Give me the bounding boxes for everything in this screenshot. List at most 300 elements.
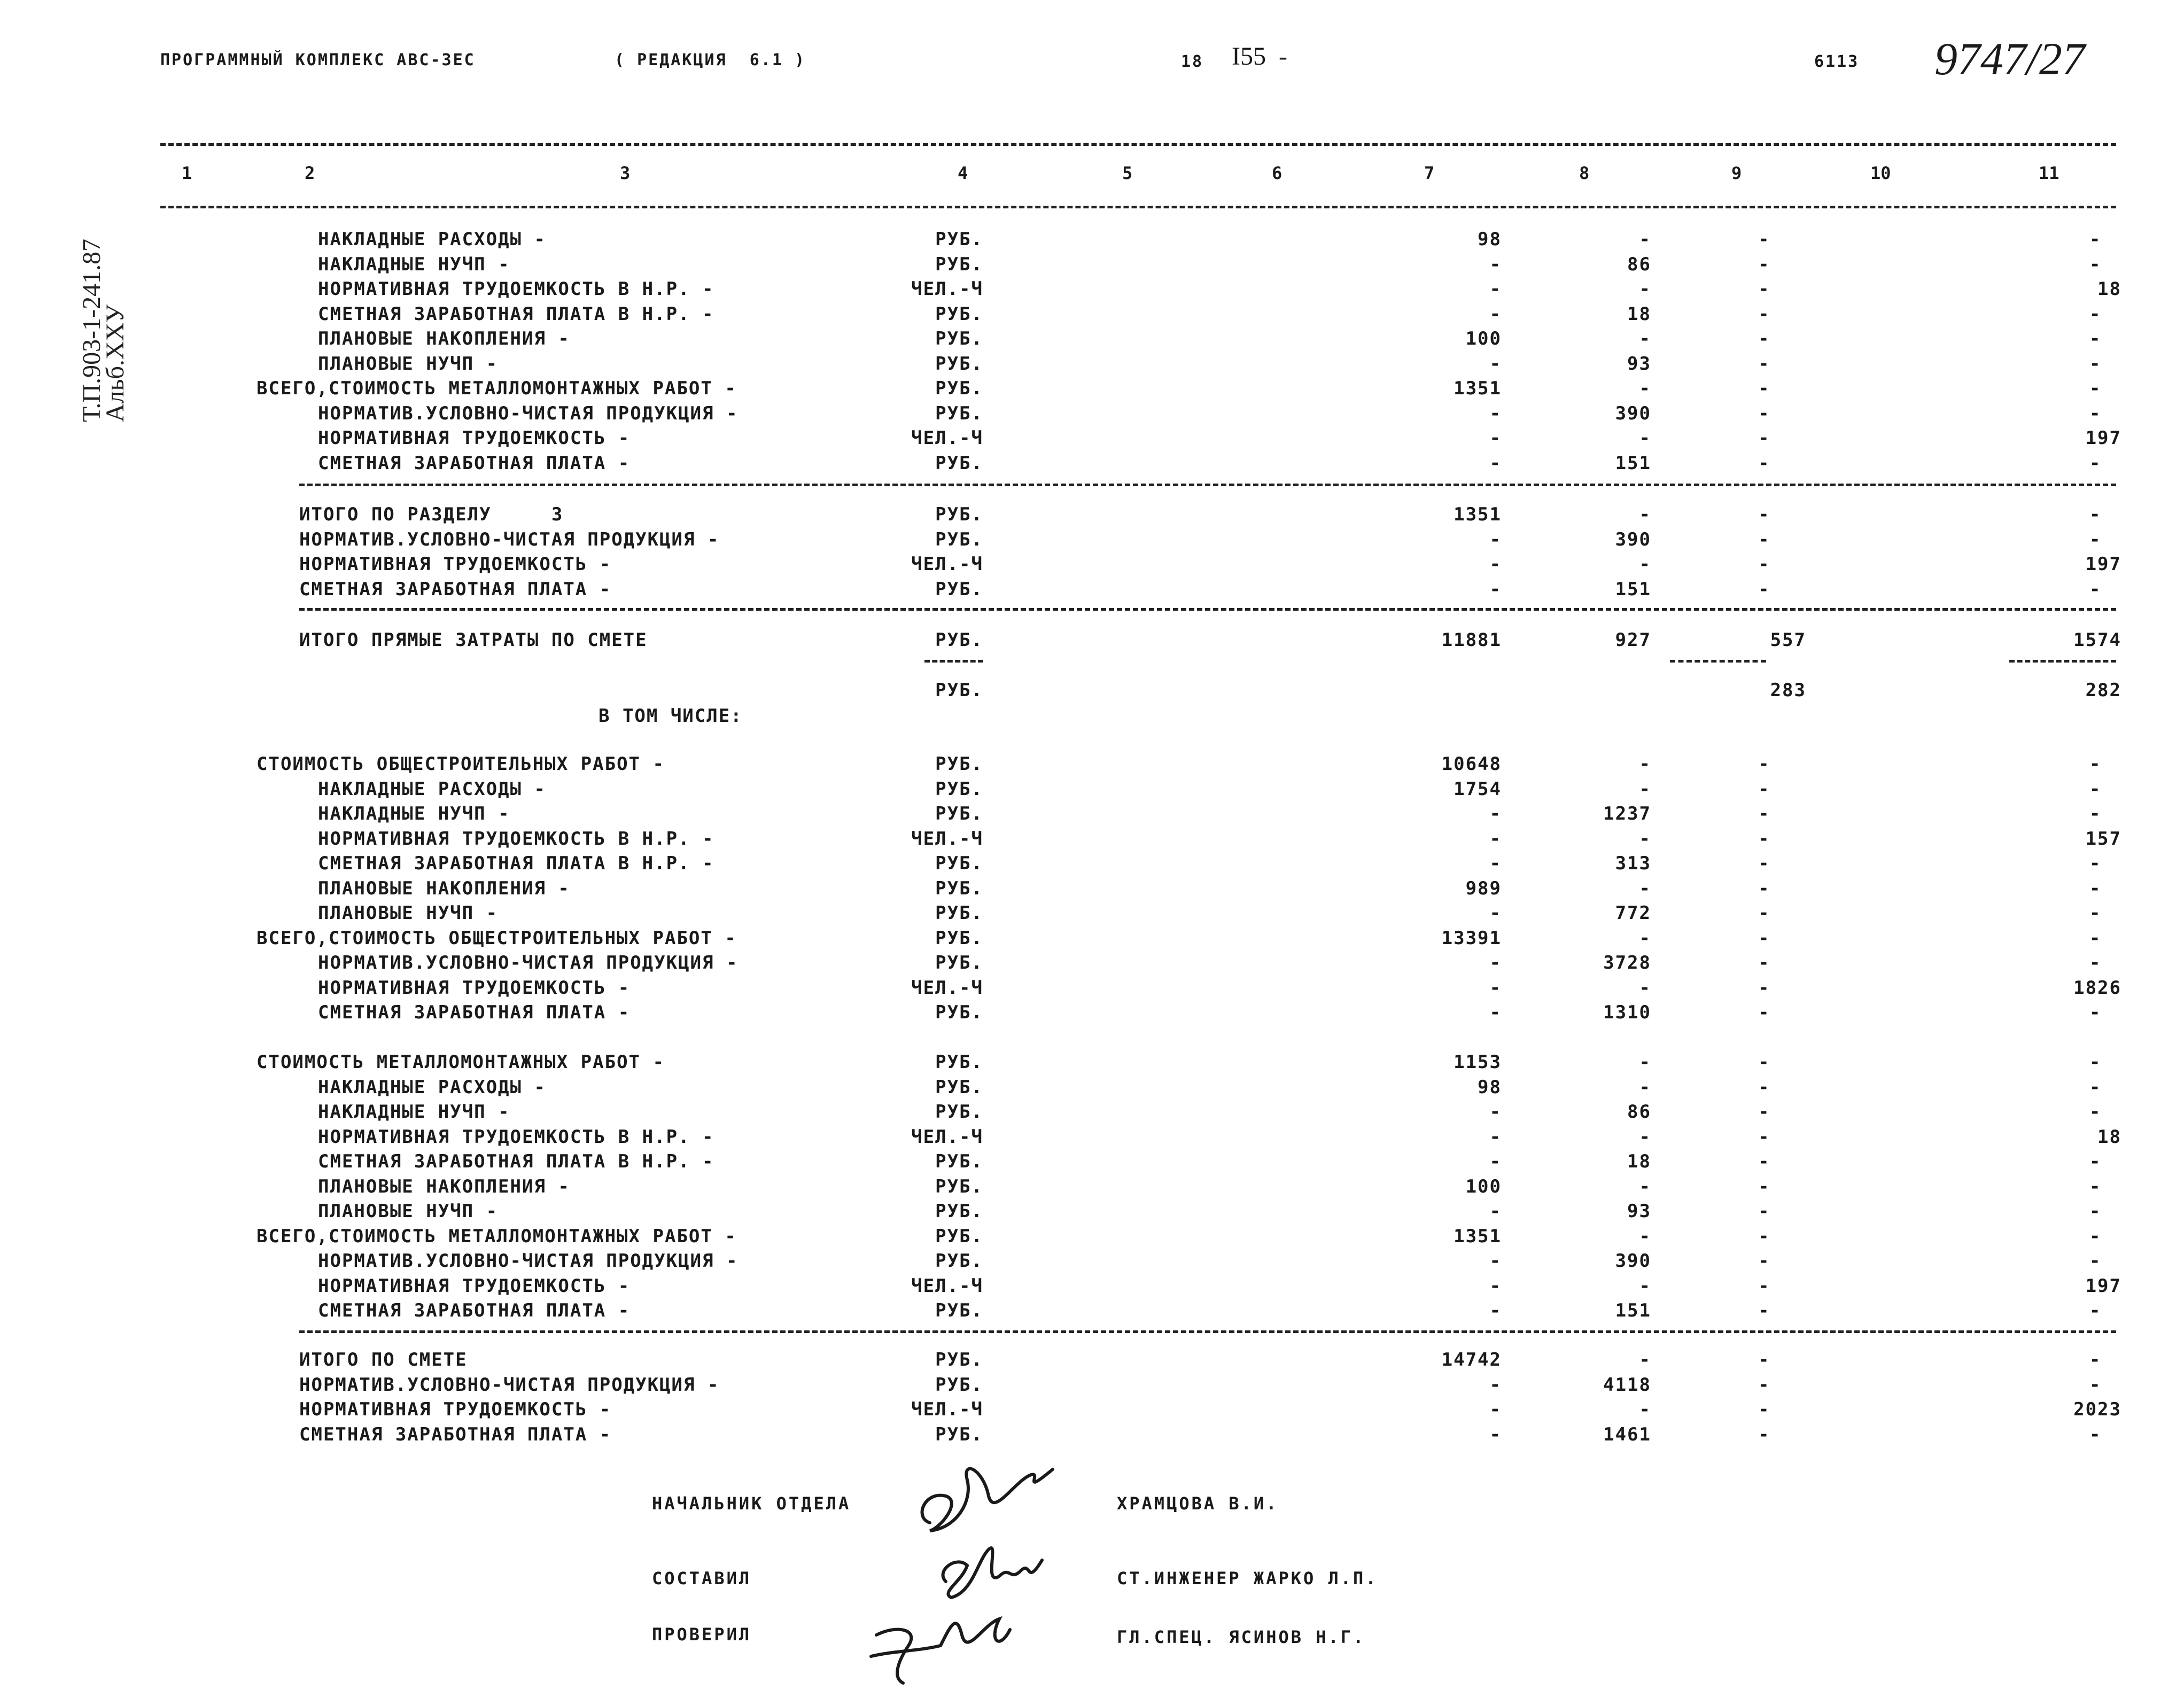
- table-row: [0, 853, 2184, 877]
- cell-col-8: -: [1639, 1051, 1651, 1073]
- cell-col-9: -: [1758, 303, 1770, 325]
- cell-col-7: -: [1489, 1275, 1502, 1297]
- table-row: [0, 977, 2184, 1002]
- cell-col-11: -: [2089, 1151, 2102, 1172]
- cell-col-11: -: [2089, 328, 2102, 349]
- cell-col-11: 197: [2085, 1275, 2121, 1297]
- cell-col-9: -: [1758, 1399, 1770, 1420]
- table-row: [0, 878, 2184, 902]
- cell-col-9: -: [1758, 928, 1770, 949]
- cell-col-8: -: [1639, 504, 1651, 525]
- cell-col-7: 989: [1465, 878, 1502, 899]
- cell-col-8: 927: [1615, 629, 1651, 651]
- signature-role: ПРОВЕРИЛ: [652, 1624, 752, 1645]
- table-row: [0, 504, 2184, 528]
- cell-col-11: -: [2089, 928, 2102, 949]
- cell-col-9: -: [1758, 1002, 1770, 1023]
- signature-role: СОСТАВИЛ: [652, 1568, 752, 1588]
- table-row: [0, 328, 2184, 353]
- cell-col-8: 18: [1627, 1151, 1651, 1172]
- table-rule-section: [299, 484, 2116, 486]
- cell-col-9: -: [1758, 902, 1770, 924]
- signature-role: НАЧАЛЬНИК ОТДЕЛА: [652, 1493, 851, 1514]
- cell-col-11: 197: [2085, 427, 2121, 449]
- cell-col-8: -: [1639, 828, 1651, 850]
- row-unit: РУБ.: [935, 1374, 983, 1396]
- cell-col-7: -: [1489, 278, 1502, 300]
- cell-col-8: 151: [1615, 453, 1651, 474]
- cell-col-9: -: [1758, 1126, 1770, 1148]
- cell-col-8: 151: [1615, 1300, 1651, 1321]
- doc-code: 6113: [1814, 52, 1860, 71]
- cell-col-11: -: [2089, 403, 2102, 424]
- cell-col-8: 1461: [1603, 1424, 1651, 1445]
- table-row: [0, 629, 2184, 654]
- row-unit: ЧЕЛ.-Ч: [911, 554, 983, 575]
- cell-col-7: 1754: [1454, 778, 1502, 800]
- column-header: 5: [1122, 163, 1133, 183]
- cell-col-9: -: [1758, 1424, 1770, 1445]
- row-unit: ЧЕЛ.-Ч: [911, 1275, 983, 1297]
- row-unit: РУБ.: [935, 878, 983, 899]
- cell-col-7: -: [1489, 803, 1502, 824]
- cell-col-7: -: [1489, 1250, 1502, 1272]
- cell-col-7: -: [1489, 303, 1502, 325]
- row-label: НАКЛАДНЫЕ РАСХОДЫ -: [318, 1077, 546, 1098]
- program-title: ПРОГРАММНЫЙ КОМПЛЕКС АВС-3ЕС: [160, 51, 476, 69]
- row-unit: ЧЕЛ.-Ч: [911, 977, 983, 999]
- table-row: [0, 1226, 2184, 1250]
- table-row: [0, 803, 2184, 828]
- cell-col-8: -: [1639, 778, 1651, 800]
- row-unit: РУБ.: [935, 1051, 983, 1073]
- row-unit: РУБ.: [935, 378, 983, 399]
- table-row: [0, 1051, 2184, 1076]
- cell-col-11: -: [2089, 1424, 2102, 1445]
- cell-col-11: -: [2089, 1077, 2102, 1098]
- cell-col-11: 282: [2085, 680, 2121, 701]
- row-unit: ЧЕЛ.-Ч: [911, 278, 983, 300]
- row-label: НОРМАТИВНАЯ ТРУДОЕМКОСТЬ -: [299, 554, 612, 575]
- cell-col-11: -: [2089, 952, 2102, 973]
- row-unit: РУБ.: [935, 1250, 983, 1272]
- side-note-line: Т.П.903-1-241.87: [77, 238, 106, 422]
- row-label: НАКЛАДНЫЕ НУЧП -: [318, 254, 510, 275]
- cell-col-11: -: [2089, 529, 2102, 550]
- cell-col-11: -: [2089, 1176, 2102, 1197]
- cell-col-8: -: [1639, 1077, 1651, 1098]
- cell-col-7: -: [1489, 1002, 1502, 1023]
- cell-col-8: -: [1639, 1126, 1651, 1148]
- cell-col-9: -: [1758, 378, 1770, 399]
- cell-col-9: -: [1758, 554, 1770, 575]
- table-row: [0, 229, 2184, 253]
- row-unit: РУБ.: [935, 753, 983, 775]
- cell-col-8: 390: [1615, 529, 1651, 550]
- table-row: [0, 902, 2184, 927]
- cell-col-11: 157: [2085, 828, 2121, 850]
- cell-col-9: -: [1758, 1077, 1770, 1098]
- table-row: [0, 1424, 2184, 1448]
- row-label: ИТОГО ПО РАЗДЕЛУ 3: [299, 504, 564, 525]
- table-row: [0, 1399, 2184, 1423]
- cell-col-7: -: [1489, 1374, 1502, 1396]
- cell-col-9: -: [1758, 504, 1770, 525]
- cell-col-9: -: [1758, 1349, 1770, 1370]
- row-label: СТОИМОСТЬ ОБЩЕСТРОИТЕЛЬНЫХ РАБОТ -: [257, 753, 665, 775]
- row-label: НОРМАТИВНАЯ ТРУДОЕМКОСТЬ -: [318, 977, 631, 999]
- table-row: [0, 403, 2184, 427]
- cell-col-9: -: [1758, 1226, 1770, 1247]
- cell-col-11: 18: [2097, 1126, 2121, 1148]
- row-unit: РУБ.: [935, 453, 983, 474]
- cell-col-9: -: [1758, 1250, 1770, 1272]
- cell-col-9: -: [1758, 778, 1770, 800]
- cell-col-9: -: [1758, 952, 1770, 973]
- row-label: НОРМАТИВНАЯ ТРУДОЕМКОСТЬ -: [299, 1399, 612, 1420]
- cell-col-11: -: [2089, 504, 2102, 525]
- row-unit: РУБ.: [935, 1176, 983, 1197]
- column-header: 6: [1272, 163, 1283, 183]
- column-header: 3: [620, 163, 631, 183]
- row-label: ПЛАНОВЫЕ НУЧП -: [318, 1201, 499, 1222]
- row-label: НОРМАТИВНАЯ ТРУДОЕМКОСТЬ -: [318, 427, 631, 449]
- cell-col-7: -: [1489, 554, 1502, 575]
- row-label: СТОИМОСТЬ МЕТАЛЛОМОНТАЖНЫХ РАБОТ -: [257, 1051, 665, 1073]
- row-unit: РУБ.: [935, 303, 983, 325]
- cell-col-9: -: [1758, 579, 1770, 600]
- cell-col-11: -: [2089, 1051, 2102, 1073]
- cell-col-9: -: [1758, 1051, 1770, 1073]
- cell-col-8: 4118: [1603, 1374, 1651, 1396]
- cell-col-7: 11881: [1441, 629, 1502, 651]
- cell-col-7: -: [1489, 1399, 1502, 1420]
- table-row: [0, 453, 2184, 477]
- row-unit: РУБ.: [935, 853, 983, 874]
- signature-name: ХРАМЦОВА В.И.: [1117, 1493, 1279, 1514]
- table-row: [0, 303, 2184, 328]
- row-label: НОРМАТИВ.УСЛОВНО-ЧИСТАЯ ПРОДУКЦИЯ -: [318, 952, 739, 973]
- cell-col-8: -: [1639, 1176, 1651, 1197]
- row-unit: РУБ.: [935, 1077, 983, 1098]
- cell-col-7: -: [1489, 579, 1502, 600]
- table-row: [0, 1151, 2184, 1175]
- cell-col-7: 10648: [1441, 753, 1502, 775]
- row-label: ПЛАНОВЫЕ НУЧП -: [318, 902, 499, 924]
- cell-col-8: 18: [1627, 303, 1651, 325]
- cell-col-7: -: [1489, 1201, 1502, 1222]
- cell-col-11: 2023: [2073, 1399, 2121, 1420]
- cell-col-9: -: [1758, 254, 1770, 275]
- row-label: ПЛАНОВЫЕ НАКОПЛЕНИЯ -: [318, 878, 570, 899]
- doc-number: 9747/27: [1934, 33, 2085, 84]
- cell-col-7: -: [1489, 1101, 1502, 1123]
- row-unit: РУБ.: [935, 902, 983, 924]
- cell-col-8: 86: [1627, 254, 1651, 275]
- table-row: [0, 579, 2184, 603]
- cell-col-9: -: [1758, 853, 1770, 874]
- table-row: [0, 1176, 2184, 1201]
- row-label: СМЕТНАЯ ЗАРАБОТНАЯ ПЛАТА -: [318, 1300, 631, 1321]
- cell-col-7: 14742: [1441, 1349, 1502, 1370]
- cell-col-11: 18: [2097, 278, 2121, 300]
- cell-col-9: -: [1758, 803, 1770, 824]
- table-row: [0, 353, 2184, 378]
- row-label: ИТОГО ПО СМЕТЕ: [299, 1349, 468, 1370]
- cell-col-8: -: [1639, 328, 1651, 349]
- row-label: СМЕТНАЯ ЗАРАБОТНАЯ ПЛАТА -: [318, 1002, 631, 1023]
- cell-col-7: -: [1489, 254, 1502, 275]
- table-rule-sub: [924, 660, 983, 663]
- page-number: I55 -: [1232, 42, 1287, 71]
- row-label: В ТОМ ЧИСЛЕ:: [599, 705, 743, 727]
- column-header: 8: [1579, 163, 1590, 183]
- table-row: [0, 1101, 2184, 1126]
- row-label: СМЕТНАЯ ЗАРАБОТНАЯ ПЛАТА -: [318, 453, 631, 474]
- cell-col-8: -: [1639, 928, 1651, 949]
- cell-col-8: -: [1639, 878, 1651, 899]
- cell-col-9: -: [1758, 328, 1770, 349]
- table-rule-section: [299, 608, 2116, 611]
- row-unit: РУБ.: [935, 1349, 983, 1370]
- cell-col-7: -: [1489, 529, 1502, 550]
- cell-col-7: -: [1489, 1300, 1502, 1321]
- row-unit: РУБ.: [935, 254, 983, 275]
- row-unit: РУБ.: [935, 952, 983, 973]
- cell-col-9: -: [1758, 977, 1770, 999]
- table-rule-sub: [2009, 660, 2116, 663]
- cell-col-8: -: [1639, 278, 1651, 300]
- cell-col-8: -: [1639, 427, 1651, 449]
- cell-col-11: -: [2089, 1374, 2102, 1396]
- cell-col-9: -: [1758, 229, 1770, 250]
- row-label: ПЛАНОВЫЕ НАКОПЛЕНИЯ -: [318, 1176, 570, 1197]
- cell-col-9: -: [1758, 1374, 1770, 1396]
- cell-col-8: -: [1639, 229, 1651, 250]
- table-row: [0, 753, 2184, 778]
- table-rule-top: [160, 143, 2116, 146]
- row-unit: РУБ.: [935, 1151, 983, 1172]
- cell-col-9: -: [1758, 1201, 1770, 1222]
- table-row: [0, 778, 2184, 803]
- cell-col-8: 390: [1615, 1250, 1651, 1272]
- cell-col-11: 1574: [2073, 629, 2121, 651]
- column-header: 1: [182, 163, 192, 183]
- row-label: НАКЛАДНЫЕ РАСХОДЫ -: [318, 778, 546, 800]
- cell-col-9: 283: [1770, 680, 1806, 701]
- row-label: НОРМАТИВНАЯ ТРУДОЕМКОСТЬ В Н.Р. -: [318, 278, 714, 300]
- row-unit: РУБ.: [935, 504, 983, 525]
- table-rule-header: [160, 206, 2116, 208]
- cell-col-7: 100: [1465, 328, 1502, 349]
- cell-col-8: -: [1639, 977, 1651, 999]
- cell-col-9: -: [1758, 1101, 1770, 1123]
- cell-col-8: -: [1639, 753, 1651, 775]
- table-row: [0, 1275, 2184, 1300]
- cell-col-8: 1310: [1603, 1002, 1651, 1023]
- cell-col-11: -: [2089, 753, 2102, 775]
- row-label: НАКЛАДНЫЕ НУЧП -: [318, 803, 510, 824]
- row-label: ВСЕГО,СТОИМОСТЬ ОБЩЕСТРОИТЕЛЬНЫХ РАБОТ -: [257, 928, 737, 949]
- cell-col-8: -: [1639, 554, 1651, 575]
- row-label: НОРМАТИВ.УСЛОВНО-ЧИСТАЯ ПРОДУКЦИЯ -: [318, 1250, 739, 1272]
- cell-col-11: -: [2089, 303, 2102, 325]
- cell-col-9: -: [1758, 353, 1770, 375]
- table-row: [0, 1201, 2184, 1225]
- cell-col-11: -: [2089, 1226, 2102, 1247]
- cell-col-8: -: [1639, 1275, 1651, 1297]
- cell-col-8: -: [1639, 378, 1651, 399]
- cell-col-8: 772: [1615, 902, 1651, 924]
- cell-col-11: -: [2089, 229, 2102, 250]
- cell-col-11: -: [2089, 378, 2102, 399]
- cell-col-11: -: [2089, 878, 2102, 899]
- cell-col-8: 93: [1627, 1201, 1651, 1222]
- cell-col-11: -: [2089, 853, 2102, 874]
- cell-col-7: -: [1489, 1424, 1502, 1445]
- row-unit: РУБ.: [935, 928, 983, 949]
- cell-col-9: -: [1758, 403, 1770, 424]
- cell-col-11: -: [2089, 254, 2102, 275]
- row-label: ВСЕГО,СТОИМОСТЬ МЕТАЛЛОМОНТАЖНЫХ РАБОТ -: [257, 378, 737, 399]
- column-header: 4: [958, 163, 968, 183]
- column-header: 7: [1424, 163, 1435, 183]
- row-unit: РУБ.: [935, 629, 983, 651]
- row-label: ПЛАНОВЫЕ НАКОПЛЕНИЯ -: [318, 328, 570, 349]
- cell-col-11: 1826: [2073, 977, 2121, 999]
- cell-col-7: -: [1489, 902, 1502, 924]
- cell-col-7: -: [1489, 952, 1502, 973]
- cell-col-11: -: [2089, 453, 2102, 474]
- cell-col-8: -: [1639, 1226, 1651, 1247]
- cell-col-8: 313: [1615, 853, 1651, 874]
- cell-col-8: -: [1639, 1349, 1651, 1370]
- cell-col-9: -: [1758, 878, 1770, 899]
- table-row: [0, 427, 2184, 452]
- table-row: [0, 278, 2184, 303]
- handwritten-signature: [860, 1592, 1021, 1694]
- cell-col-9: -: [1758, 1300, 1770, 1321]
- row-label: НАКЛАДНЫЕ РАСХОДЫ -: [318, 229, 546, 250]
- row-unit: РУБ.: [935, 1101, 983, 1123]
- cell-col-7: 1351: [1454, 504, 1502, 525]
- row-label: НАКЛАДНЫЕ НУЧП -: [318, 1101, 510, 1123]
- row-unit: РУБ.: [935, 1201, 983, 1222]
- row-unit: РУБ.: [935, 1424, 983, 1445]
- column-header: 2: [305, 163, 315, 183]
- row-label: НОРМАТИВНАЯ ТРУДОЕМКОСТЬ В Н.Р. -: [318, 828, 714, 850]
- cell-col-11: 197: [2085, 554, 2121, 575]
- table-row: [0, 254, 2184, 278]
- cell-col-11: -: [2089, 1101, 2102, 1123]
- table-row: [0, 1077, 2184, 1101]
- row-label: СМЕТНАЯ ЗАРАБОТНАЯ ПЛАТА -: [299, 579, 612, 600]
- cell-col-9: -: [1758, 453, 1770, 474]
- table-row: [0, 1300, 2184, 1325]
- cell-col-9: -: [1758, 529, 1770, 550]
- row-label: СМЕТНАЯ ЗАРАБОТНАЯ ПЛАТА В Н.Р. -: [318, 1151, 714, 1172]
- cell-col-7: 1153: [1454, 1051, 1502, 1073]
- page-prefix: 18: [1181, 52, 1204, 71]
- cell-col-8: 151: [1615, 579, 1651, 600]
- cell-col-8: 86: [1627, 1101, 1651, 1123]
- cell-col-7: 1351: [1454, 378, 1502, 399]
- cell-col-9: -: [1758, 828, 1770, 850]
- table-row: [0, 1374, 2184, 1399]
- cell-col-7: -: [1489, 1126, 1502, 1148]
- table-row: [0, 1126, 2184, 1151]
- cell-col-11: -: [2089, 1349, 2102, 1370]
- row-unit: РУБ.: [935, 803, 983, 824]
- cell-col-11: -: [2089, 902, 2102, 924]
- row-label: НОРМАТИВНАЯ ТРУДОЕМКОСТЬ -: [318, 1275, 631, 1297]
- table-row: [0, 928, 2184, 952]
- cell-col-11: -: [2089, 579, 2102, 600]
- cell-col-11: -: [2089, 803, 2102, 824]
- cell-col-9: -: [1758, 1275, 1770, 1297]
- program-edition: ( РЕДАКЦИЯ 6.1 ): [615, 51, 806, 69]
- table-row: [0, 952, 2184, 977]
- table-row: [0, 1250, 2184, 1275]
- row-unit: РУБ.: [935, 529, 983, 550]
- cell-col-7: 98: [1478, 229, 1502, 250]
- cell-col-8: 93: [1627, 353, 1651, 375]
- row-unit: ЧЕЛ.-Ч: [911, 1126, 983, 1148]
- cell-col-11: -: [2089, 1002, 2102, 1023]
- cell-col-7: 100: [1465, 1176, 1502, 1197]
- row-unit: ЧЕЛ.-Ч: [911, 1399, 983, 1420]
- row-label: НОРМАТИВ.УСЛОВНО-ЧИСТАЯ ПРОДУКЦИЯ -: [299, 529, 720, 550]
- cell-col-9: -: [1758, 427, 1770, 449]
- cell-col-7: -: [1489, 403, 1502, 424]
- row-unit: РУБ.: [935, 1002, 983, 1023]
- row-unit: РУБ.: [935, 328, 983, 349]
- row-unit: РУБ.: [935, 1226, 983, 1247]
- cell-col-8: 1237: [1603, 803, 1651, 824]
- cell-col-11: -: [2089, 1250, 2102, 1272]
- table-row: [0, 828, 2184, 853]
- table-row: [0, 705, 2184, 730]
- column-header: 10: [1870, 163, 1891, 183]
- cell-col-11: -: [2089, 1300, 2102, 1321]
- cell-col-11: -: [2089, 778, 2102, 800]
- cell-col-9: -: [1758, 1151, 1770, 1172]
- table-row: [0, 554, 2184, 578]
- cell-col-7: -: [1489, 427, 1502, 449]
- cell-col-7: 13391: [1441, 928, 1502, 949]
- table-row: [0, 1349, 2184, 1374]
- row-unit: РУБ.: [935, 229, 983, 250]
- row-unit: РУБ.: [935, 680, 983, 701]
- row-unit: ЧЕЛ.-Ч: [911, 828, 983, 850]
- row-unit: РУБ.: [935, 1300, 983, 1321]
- cell-col-7: -: [1489, 1151, 1502, 1172]
- cell-col-7: -: [1489, 977, 1502, 999]
- cell-col-7: -: [1489, 353, 1502, 375]
- row-label: ИТОГО ПРЯМЫЕ ЗАТРАТЫ ПО СМЕТЕ: [299, 629, 648, 651]
- row-unit: РУБ.: [935, 403, 983, 424]
- table-row: [0, 680, 2184, 704]
- cell-col-7: 98: [1478, 1077, 1502, 1098]
- table-row: [0, 1002, 2184, 1026]
- row-unit: РУБ.: [935, 353, 983, 375]
- row-label: СМЕТНАЯ ЗАРАБОТНАЯ ПЛАТА В Н.Р. -: [318, 853, 714, 874]
- column-header: 11: [2039, 163, 2059, 183]
- row-unit: РУБ.: [935, 778, 983, 800]
- row-label: НОРМАТИВ.УСЛОВНО-ЧИСТАЯ ПРОДУКЦИЯ -: [299, 1374, 720, 1396]
- cell-col-7: -: [1489, 453, 1502, 474]
- cell-col-11: -: [2089, 1201, 2102, 1222]
